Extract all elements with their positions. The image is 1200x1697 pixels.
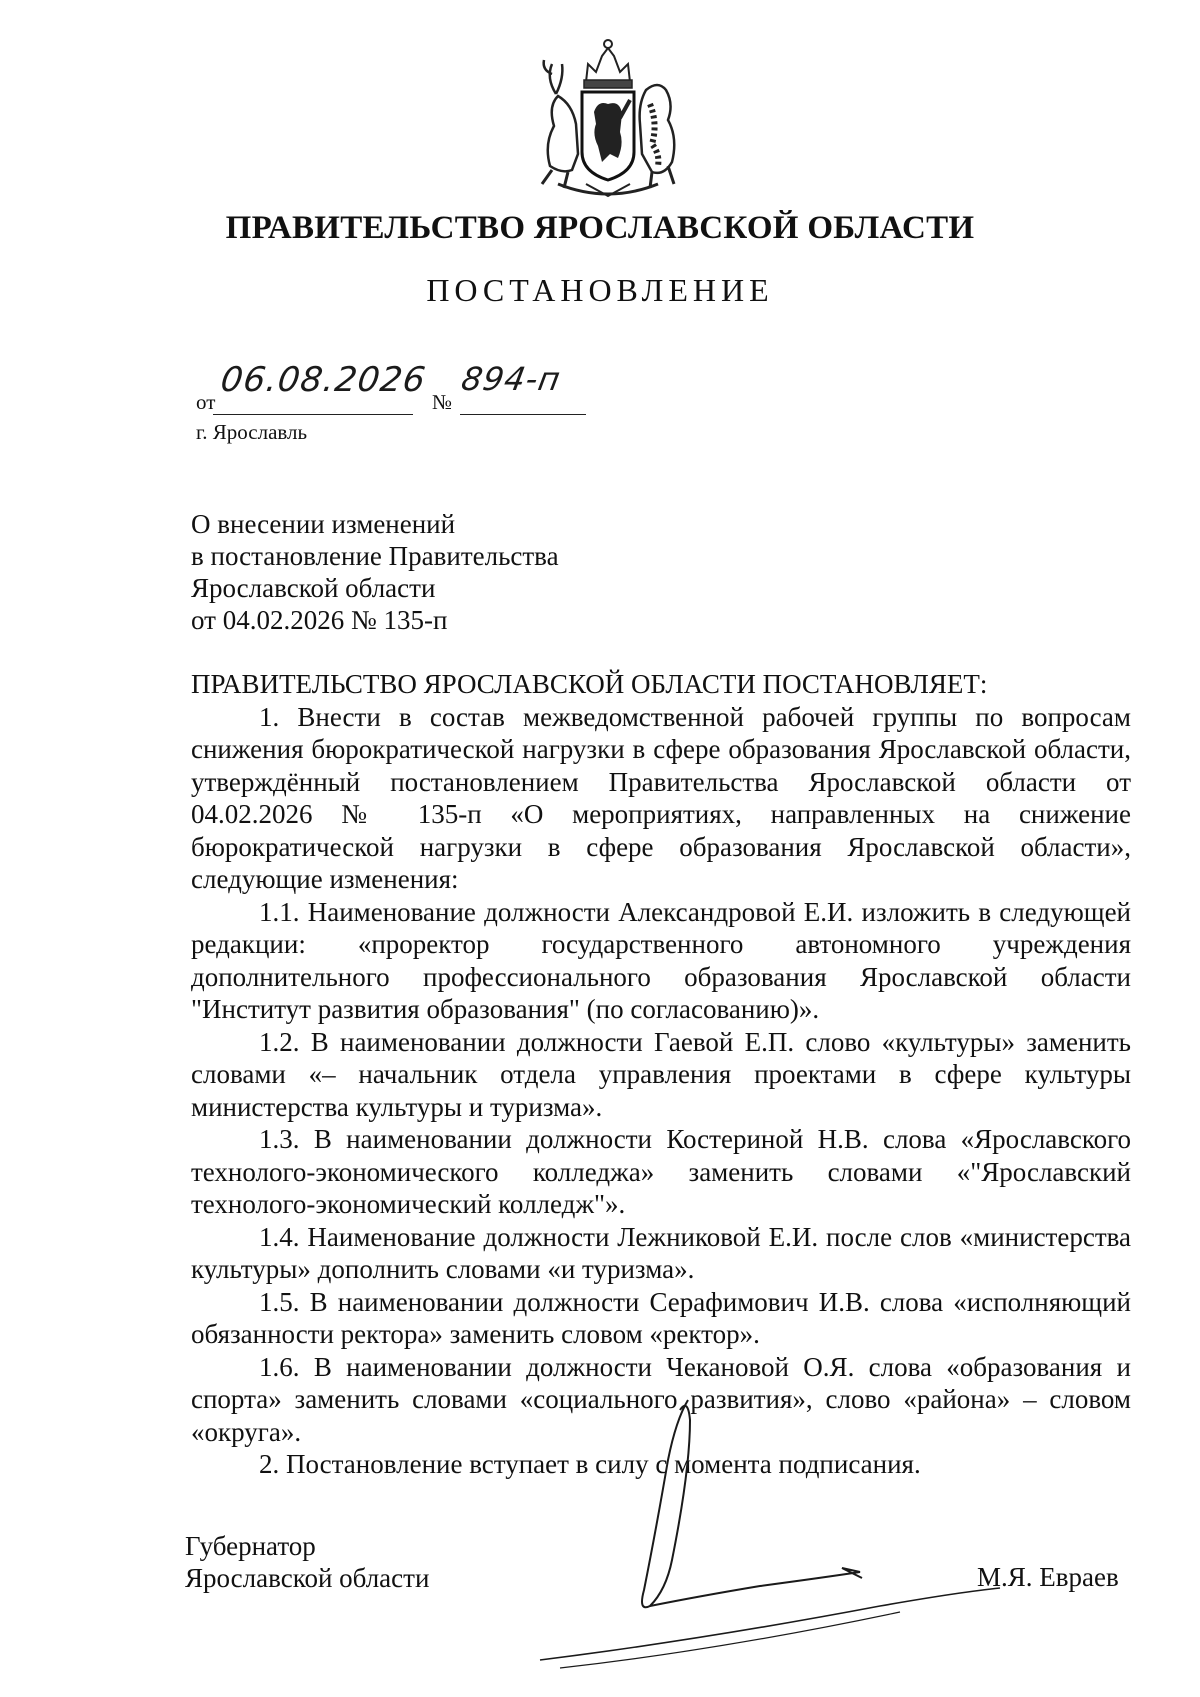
handwritten-date: 06.08.2026 [218,360,429,400]
date-underline [213,414,413,415]
signer-position [185,1530,429,1594]
body-paragraph: 1.2. В наименовании должности Гаевой Е.П. слово «культуры» заменить словами «– начальник отдела управления проектами в сфере культуры министерства культуры и туризма». [191,1026,1131,1122]
body-paragraph: 1.5. В наименовании должности Серафимович И.В. слова «исполняющий обязанности ректора» заменить словом «ректор». [191,1286,1131,1349]
body-paragraph: 2. Постановление вступает в силу с момента подписания. [259,1449,921,1479]
body-paragraph: 1.6. В наименовании должности Чекановой О.Я. слова «образования и спорта» заменить словами «социального развития», слово «района» – словом «округа». [191,1351,1131,1447]
body-paragraph: 1. Внести в состав межведомственной рабочей группы по вопросам снижения бюрократической нагрузки в сфере образования Ярославской области, утверждённый постановлением Правительства Ярославской области от 04.02.2026 № 135-п «О мероприятиях, направленных на снижение бюрократической нагрузки в сфере образования Ярославской области», следующие изменения: [191,701,1131,894]
city-label: г. Ярославль [196,420,308,444]
resolution-heading: ПРАВИТЕЛЬСТВО ЯРОСЛАВСКОЙ ОБЛАСТИ ПОСТАНОВЛЯЕТ: [191,669,988,699]
body-paragraph: 1.3. В наименовании должности Костериной Н.В. слова «Ярославского технолого-экономического колледжа» заменить словами «"Ярославский технолого-экономический колледж"». [191,1124,1131,1219]
signer-position-line: Ярославской области [185,1563,430,1593]
signer-position-line: Губернатор [185,1531,316,1561]
document-body [191,668,1131,1481]
subject-line: в постановление Правительства [191,541,559,571]
date-prefix: от [196,390,216,414]
document-type-title: ПОСТАНОВЛЕНИЕ [426,272,774,308]
body-paragraph: 1.4. Наименование должности Лежниковой Е.И. после слов «министерства культуры» дополнить словами «и туризма». [191,1221,1131,1284]
number-underline [460,414,586,415]
subject-line: О внесении изменений [191,509,456,539]
organization-title: ПРАВИТЕЛЬСТВО ЯРОСЛАВСКОЙ ОБЛАСТИ [225,210,975,246]
document-subject [191,508,559,636]
handwritten-number: 894-п [458,360,564,398]
yaroslavl-coat-of-arms-icon [528,34,688,204]
body-paragraph: 1.1. Наименование должности Александровой Е.И. изложить в следующей редакции: «проректор государственного автономного учреждения дополнительного профессионального образования Ярославской области "Институт развития образования" (по согласованию)». [191,896,1131,1024]
signer-name: М.Я. Евраев [977,1562,1119,1592]
subject-line: Ярославской области [191,573,436,603]
document-meta [191,360,611,444]
subject-line: от 04.02.2026 № 135-п [191,605,448,635]
number-prefix: № [432,390,453,414]
